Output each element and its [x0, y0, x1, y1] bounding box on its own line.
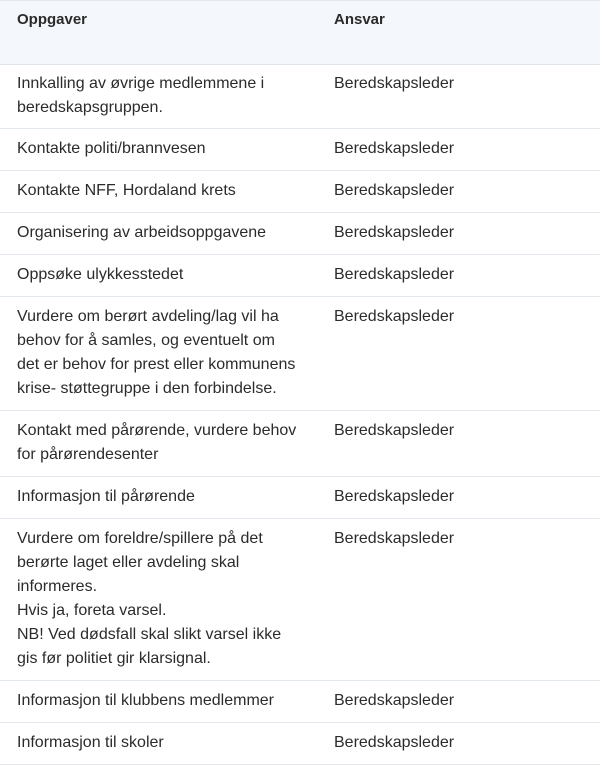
task-cell: Informasjon til skoler	[17, 734, 164, 751]
table-row	[0, 297, 600, 411]
task-cell: Informasjon til klubbens medlemmer	[17, 692, 274, 709]
responsible-cell: Beredskapsleder	[334, 75, 455, 92]
header-responsible: Ansvar	[334, 11, 385, 28]
task-cell: Organisering av arbeidsoppgavene	[17, 224, 267, 241]
table-row	[0, 411, 600, 477]
table-row	[0, 65, 600, 129]
responsible-cell: Beredskapsleder	[334, 140, 455, 157]
task-cell: Informasjon til pårørende	[17, 488, 195, 505]
responsible-cell: Beredskapsleder	[334, 224, 455, 241]
table-header	[0, 1, 600, 65]
responsible-cell: Beredskapsleder	[334, 422, 455, 439]
task-cell: Kontakt med pårørende, vurdere behov for pårørendesenter	[17, 422, 297, 463]
task-cell: Innkalling av øvrige medlemmene i beredskapsgruppen.	[17, 75, 265, 116]
task-cell: Vurdere om foreldre/spillere på det berørte laget eller avdeling skal informeres. Hvis ja, foreta varsel. NB! Ved dødsfall skal slikt varsel ikke gis før politiet gir klarsignal.	[17, 530, 282, 667]
responsible-cell: Beredskapsleder	[334, 692, 455, 709]
table-row	[0, 723, 600, 765]
header-task: Oppgaver	[17, 11, 88, 28]
responsible-cell: Beredskapsleder	[334, 266, 455, 283]
responsible-cell: Beredskapsleder	[334, 308, 455, 325]
task-cell: Kontakte NFF, Hordaland krets	[17, 182, 236, 199]
table-row	[0, 171, 600, 213]
task-cell: Oppsøke ulykkesstedet	[17, 266, 184, 283]
table-row	[0, 213, 600, 255]
task-cell: Kontakte politi/brannvesen	[17, 140, 206, 157]
responsible-cell: Beredskapsleder	[334, 182, 455, 199]
table-row	[0, 477, 600, 519]
responsible-cell: Beredskapsleder	[334, 734, 455, 751]
table-row	[0, 255, 600, 297]
table-row	[0, 519, 600, 681]
task-cell: Vurdere om berørt avdeling/lag vil ha behov for å samles, og eventuelt om det er behov for prest eller kommunens krise- støttegruppe i den forbindelse.	[17, 308, 296, 397]
responsible-cell: Beredskapsleder	[334, 530, 455, 547]
responsible-cell: Beredskapsleder	[334, 488, 455, 505]
table-row	[0, 129, 600, 171]
